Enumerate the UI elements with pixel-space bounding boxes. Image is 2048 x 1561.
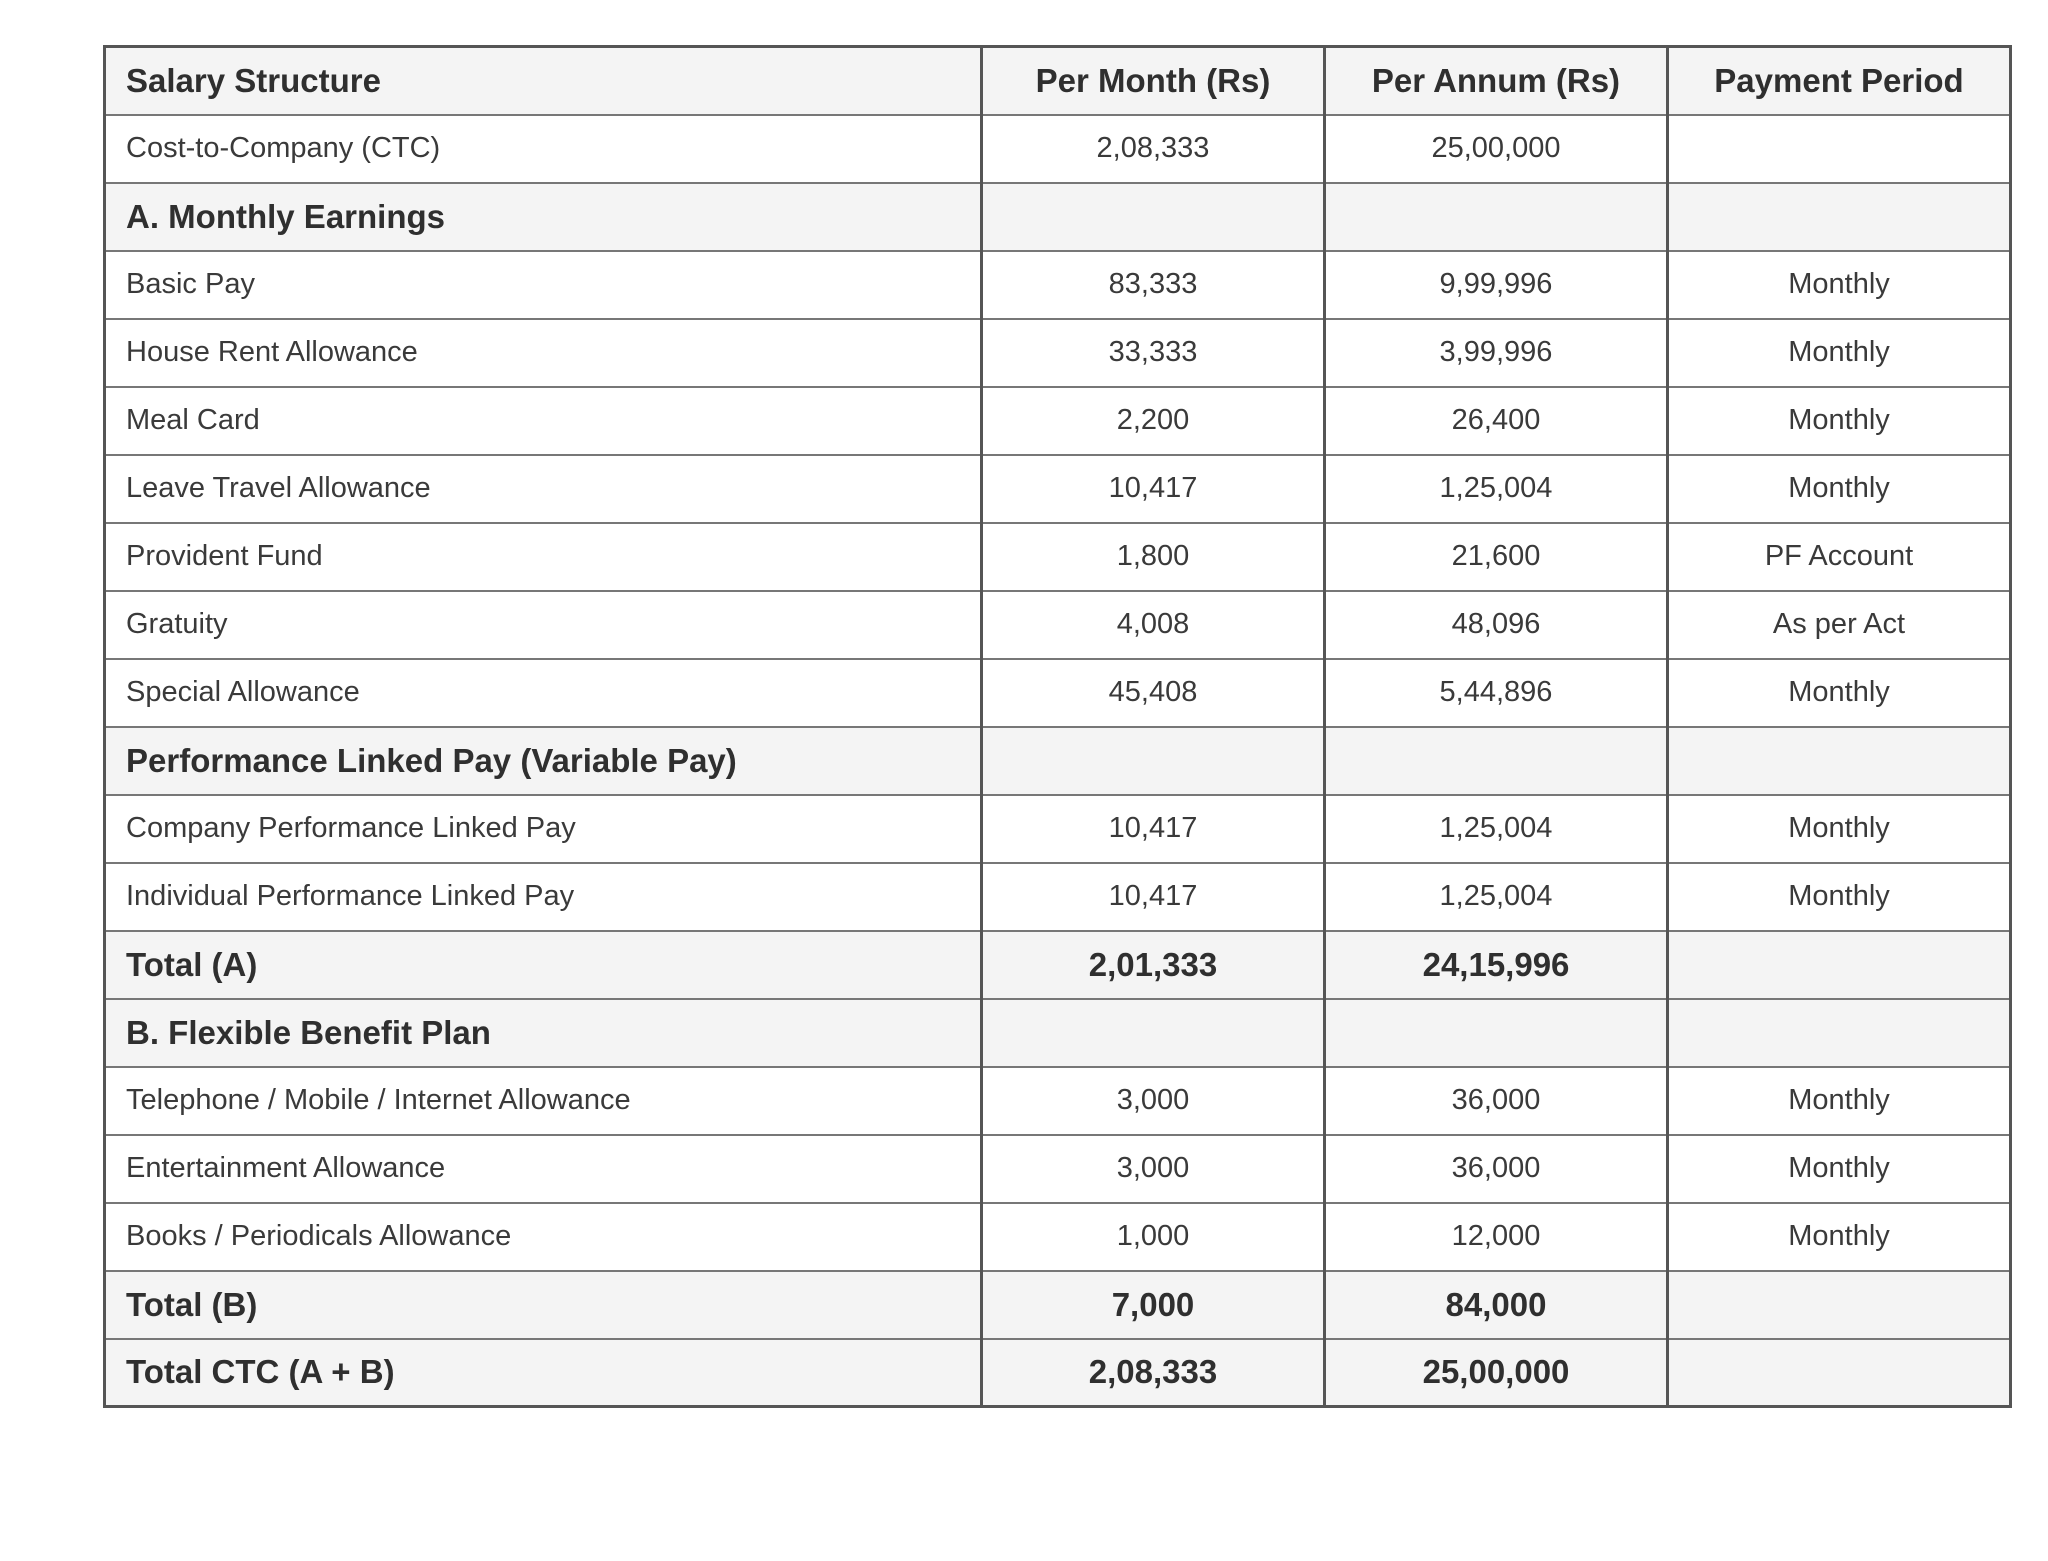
cell-payment-period: Monthly <box>1668 659 2011 727</box>
cell-component-name: Cost-to-Company (CTC) <box>105 115 982 183</box>
header-salary-structure: Salary Structure <box>105 47 982 115</box>
cell-component-name: Total (B) <box>105 1271 982 1339</box>
total-row <box>105 1271 2011 1339</box>
cell-component-name: Special Allowance <box>105 659 982 727</box>
cell-component-name: Provident Fund <box>105 523 982 591</box>
table-row <box>105 455 2011 523</box>
cell-per-annum: 48,096 <box>1325 591 1668 659</box>
cell-payment-period: Monthly <box>1668 1203 2011 1271</box>
cell-component-name: Meal Card <box>105 387 982 455</box>
cell-component-name: Performance Linked Pay (Variable Pay) <box>105 727 982 795</box>
table-row <box>105 659 2011 727</box>
cell-per-month: 83,333 <box>982 251 1325 319</box>
cell-payment-period <box>1668 727 2011 795</box>
total-row <box>105 1339 2011 1407</box>
cell-per-annum <box>1325 999 1668 1067</box>
table-row <box>105 115 2011 183</box>
table-row <box>105 795 2011 863</box>
cell-component-name: Individual Performance Linked Pay <box>105 863 982 931</box>
cell-payment-period: Monthly <box>1668 1135 2011 1203</box>
cell-payment-period: PF Account <box>1668 523 2011 591</box>
cell-per-month: 3,000 <box>982 1067 1325 1135</box>
cell-per-annum: 26,400 <box>1325 387 1668 455</box>
cell-per-month: 10,417 <box>982 455 1325 523</box>
cell-per-month: 10,417 <box>982 863 1325 931</box>
cell-component-name: Entertainment Allowance <box>105 1135 982 1203</box>
cell-payment-period: Monthly <box>1668 795 2011 863</box>
cell-component-name: A. Monthly Earnings <box>105 183 982 251</box>
cell-per-month <box>982 183 1325 251</box>
cell-component-name: Basic Pay <box>105 251 982 319</box>
cell-payment-period <box>1668 931 2011 999</box>
cell-payment-period: Monthly <box>1668 863 2011 931</box>
cell-per-month: 33,333 <box>982 319 1325 387</box>
cell-per-month: 1,800 <box>982 523 1325 591</box>
cell-per-month: 7,000 <box>982 1271 1325 1339</box>
section-row <box>105 183 2011 251</box>
cell-payment-period: Monthly <box>1668 1067 2011 1135</box>
cell-per-annum <box>1325 727 1668 795</box>
cell-component-name: Books / Periodicals Allowance <box>105 1203 982 1271</box>
cell-component-name: House Rent Allowance <box>105 319 982 387</box>
cell-payment-period: Monthly <box>1668 387 2011 455</box>
cell-payment-period: As per Act <box>1668 591 2011 659</box>
table-row <box>105 319 2011 387</box>
table-header <box>105 47 2011 115</box>
cell-per-month: 2,08,333 <box>982 1339 1325 1407</box>
cell-per-annum: 25,00,000 <box>1325 115 1668 183</box>
cell-payment-period: Monthly <box>1668 251 2011 319</box>
table-body <box>105 115 2011 1407</box>
section-row <box>105 999 2011 1067</box>
cell-per-annum: 1,25,004 <box>1325 455 1668 523</box>
cell-component-name: Gratuity <box>105 591 982 659</box>
table-row <box>105 251 2011 319</box>
cell-per-annum: 1,25,004 <box>1325 795 1668 863</box>
cell-component-name: Total (A) <box>105 931 982 999</box>
cell-payment-period <box>1668 1339 2011 1407</box>
header-row <box>105 47 2011 115</box>
cell-component-name: Total CTC (A + B) <box>105 1339 982 1407</box>
cell-per-annum: 9,99,996 <box>1325 251 1668 319</box>
table-row <box>105 523 2011 591</box>
table-row <box>105 1135 2011 1203</box>
cell-per-month: 3,000 <box>982 1135 1325 1203</box>
cell-component-name: Company Performance Linked Pay <box>105 795 982 863</box>
cell-per-month <box>982 727 1325 795</box>
cell-per-month <box>982 999 1325 1067</box>
cell-component-name: Telephone / Mobile / Internet Allowance <box>105 1067 982 1135</box>
cell-payment-period <box>1668 999 2011 1067</box>
cell-per-annum: 36,000 <box>1325 1067 1668 1135</box>
cell-per-annum: 1,25,004 <box>1325 863 1668 931</box>
cell-per-annum: 25,00,000 <box>1325 1339 1668 1407</box>
cell-component-name: B. Flexible Benefit Plan <box>105 999 982 1067</box>
table-row <box>105 387 2011 455</box>
cell-per-annum <box>1325 183 1668 251</box>
cell-per-month: 2,08,333 <box>982 115 1325 183</box>
cell-per-month: 10,417 <box>982 795 1325 863</box>
cell-per-annum: 21,600 <box>1325 523 1668 591</box>
cell-payment-period <box>1668 1271 2011 1339</box>
cell-per-month: 45,408 <box>982 659 1325 727</box>
cell-per-annum: 36,000 <box>1325 1135 1668 1203</box>
table-row <box>105 1203 2011 1271</box>
section-row <box>105 727 2011 795</box>
header-per-month: Per Month (Rs) <box>982 47 1325 115</box>
header-payment-period: Payment Period <box>1668 47 2011 115</box>
cell-per-annum: 5,44,896 <box>1325 659 1668 727</box>
header-per-annum: Per Annum (Rs) <box>1325 47 1668 115</box>
cell-component-name: Leave Travel Allowance <box>105 455 982 523</box>
cell-per-annum: 3,99,996 <box>1325 319 1668 387</box>
table-row <box>105 591 2011 659</box>
cell-payment-period: Monthly <box>1668 455 2011 523</box>
salary-structure-table <box>103 45 2012 1408</box>
cell-payment-period: Monthly <box>1668 319 2011 387</box>
cell-per-month: 2,01,333 <box>982 931 1325 999</box>
cell-per-month: 1,000 <box>982 1203 1325 1271</box>
cell-per-month: 4,008 <box>982 591 1325 659</box>
cell-per-annum: 24,15,996 <box>1325 931 1668 999</box>
table-row <box>105 863 2011 931</box>
cell-payment-period <box>1668 183 2011 251</box>
cell-per-month: 2,200 <box>982 387 1325 455</box>
cell-per-annum: 12,000 <box>1325 1203 1668 1271</box>
table-row <box>105 1067 2011 1135</box>
total-row <box>105 931 2011 999</box>
cell-per-annum: 84,000 <box>1325 1271 1668 1339</box>
cell-payment-period <box>1668 115 2011 183</box>
